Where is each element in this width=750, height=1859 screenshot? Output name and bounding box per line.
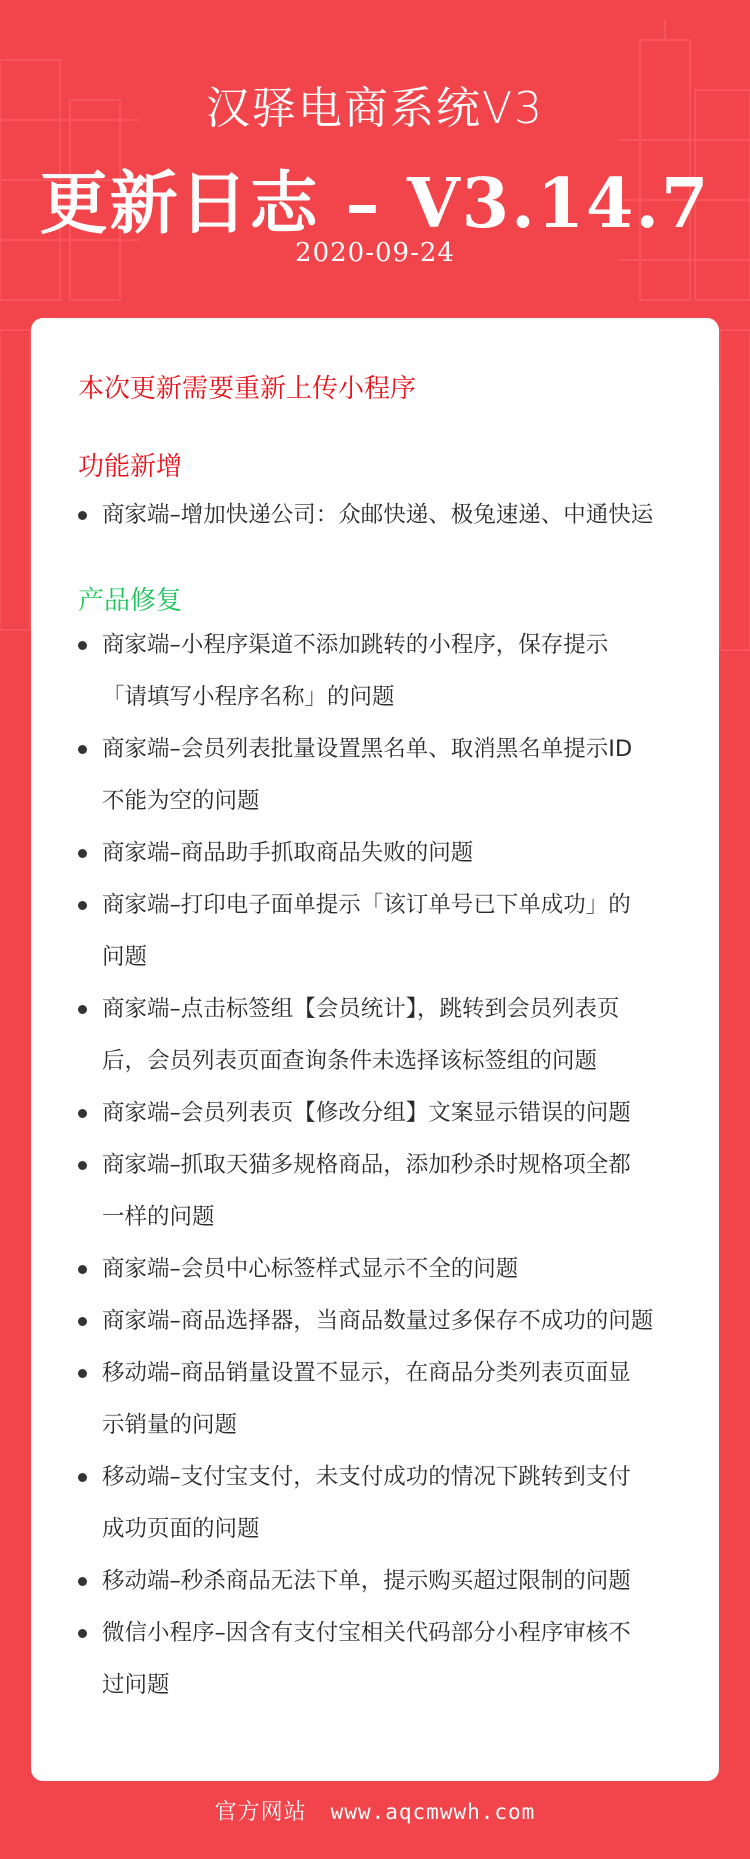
list-item-text: 「请填写小程序名称」的问题 (102, 684, 395, 710)
bullet-icon (78, 1161, 87, 1170)
bullet-icon (78, 1317, 87, 1326)
app-name: 汉驿电商系统V3 (205, 83, 545, 134)
list-item-text: 商家端–会员列表页【修改分组】文案显示错误的问题 (102, 1100, 631, 1126)
website-link[interactable]: www.aqcmwwh.com (330, 1800, 536, 1824)
list-item-text: 移动端–支付宝支付，未支付成功的情况下跳转到支付 (102, 1464, 631, 1490)
bullet-icon (78, 1265, 87, 1274)
section-title-new-features: 功能新增 (78, 452, 183, 482)
list-item (102, 1347, 682, 1451)
list-item (102, 1295, 682, 1347)
changelog-card (31, 318, 719, 1781)
bullet-icon (78, 1109, 87, 1118)
list-item-text: 商家端–会员中心标签样式显示不全的问题 (102, 1256, 519, 1282)
section-title-bug-fixes: 产品修复 (78, 586, 183, 616)
footer (0, 1795, 750, 1826)
update-notice: 本次更新需要重新上传小程序 (78, 374, 417, 404)
list-item (102, 983, 682, 1087)
list-item (102, 1243, 682, 1295)
list-item-text: 微信小程序–因含有支付宝相关代码部分小程序审核不 (102, 1620, 631, 1646)
list-item (102, 1607, 682, 1711)
list-item-text: 过问题 (102, 1672, 170, 1698)
list-item (102, 1451, 682, 1555)
list-item-text: 一样的问题 (102, 1204, 215, 1230)
list-item-text: 不能为空的问题 (102, 788, 260, 814)
list-item-text: 商家端–小程序渠道不添加跳转的小程序，保存提示 (102, 632, 609, 658)
list-item (102, 489, 682, 541)
list-item (102, 879, 682, 983)
list-item-text: 示销量的问题 (102, 1412, 238, 1438)
bullet-icon (78, 511, 87, 520)
list-item-text: 商家端–增加快递公司：众邮快递、极兔速递、中通快运 (102, 502, 654, 528)
list-item-text: 商家端–会员列表批量设置黑名单、取消黑名单提示ID (102, 736, 633, 762)
list-item (102, 1087, 682, 1139)
list-item-text: 商家端–商品助手抓取商品失败的问题 (102, 840, 474, 866)
list-item (102, 723, 682, 827)
bullet-icon (78, 745, 87, 754)
list-item (102, 619, 682, 723)
list-item-text: 商家端–抓取天猫多规格商品，添加秒杀时规格项全都 (102, 1152, 631, 1178)
page-title: 更新日志 – V3.14.7 (39, 164, 711, 244)
bullet-icon (78, 641, 87, 650)
list-item-text: 商家端–商品选择器，当商品数量过多保存不成功的问题 (102, 1308, 654, 1334)
bullet-icon (78, 1629, 87, 1638)
bullet-icon (78, 901, 87, 910)
list-item-text: 移动端–商品销量设置不显示，在商品分类列表页面显 (102, 1360, 631, 1386)
bullet-icon (78, 1369, 87, 1378)
bullet-icon (78, 849, 87, 858)
list-item (102, 827, 682, 879)
list-item (102, 1139, 682, 1243)
list-item-text: 商家端–点击标签组【会员统计】，跳转到会员列表页 (102, 996, 620, 1022)
list-item (102, 1555, 682, 1607)
release-date: 2020-09-24 (295, 238, 455, 268)
list-item-text: 后，会员列表页面查询条件未选择该标签组的问题 (102, 1048, 598, 1074)
list-item-text: 成功页面的问题 (102, 1516, 260, 1542)
list-item-text: 问题 (102, 944, 148, 970)
header (0, 0, 750, 310)
bullet-icon (78, 1005, 87, 1014)
list-item-text: 移动端–秒杀商品无法下单，提示购买超过限制的问题 (102, 1568, 631, 1594)
list-item-text: 商家端–打印电子面单提示「该订单号已下单成功」的 (102, 892, 631, 918)
website-label: 官方网站 (214, 1800, 307, 1825)
bullet-icon (78, 1577, 87, 1586)
bullet-icon (78, 1473, 87, 1482)
